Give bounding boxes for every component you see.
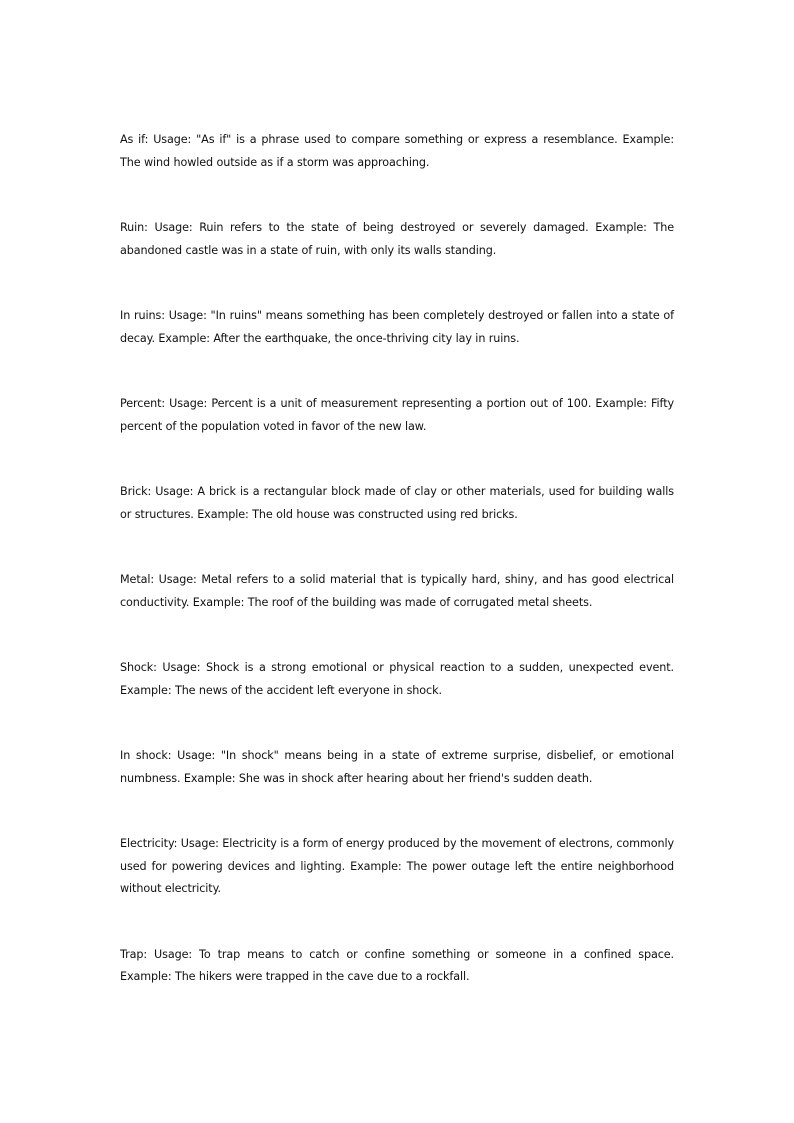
vocabulary-entry-metal: Metal: Usage: Metal refers to a solid material that is typically hard, shiny, and has good electrical conductivity. Example: The roof of the building was made of corrugated metal sheets. — [120, 573, 674, 609]
vocabulary-entry-percent: Percent: Usage: Percent is a unit of measurement representing a portion out of 100. Example: Fifty percent of the population voted in favor of the new law. — [120, 397, 674, 433]
vocabulary-entry-ruin: Ruin: Usage: Ruin refers to the state of being destroyed or severely damaged. Example: The abandoned castle was in a state of ruin, with only its walls standing. — [120, 221, 674, 257]
vocabulary-entry-brick: Brick: Usage: A brick is a rectangular block made of clay or other materials, used for building walls or structures. Example: The old house was constructed using red bricks. — [120, 485, 674, 521]
vocabulary-entry-electricity: Electricity: Usage: Electricity is a form of energy produced by the movement of electrons, commonly used for powering devices and lighting. Example: The power outage left the entire neighborhood without electricity. — [120, 837, 674, 895]
vocabulary-entry-in-ruins: In ruins: Usage: "In ruins" means something has been completely destroyed or fallen into a state of decay. Example: After the earthquake, the once-thriving city lay in ruins. — [120, 309, 674, 345]
vocabulary-entry-trap: Trap: Usage: To trap means to catch or confine something or someone in a confined space. Example: The hikers were trapped in the cave due to a rockfall. — [120, 947, 674, 983]
vocabulary-entry-as-if: As if: Usage: "As if" is a phrase used to compare something or express a resemblance. Example: The wind howled outside as if a storm was approaching. — [120, 133, 674, 169]
vocabulary-entry-in-shock: In shock: Usage: "In shock" means being in a state of extreme surprise, disbelief, or emotional numbness. Example: She was in shock after hearing about her friend's sudden death. — [120, 749, 674, 785]
vocabulary-entry-shock: Shock: Usage: Shock is a strong emotional or physical reaction to a sudden, unexpected event. Example: The news of the accident left everyone in shock. — [120, 661, 674, 697]
vocabulary-list — [120, 129, 674, 989]
